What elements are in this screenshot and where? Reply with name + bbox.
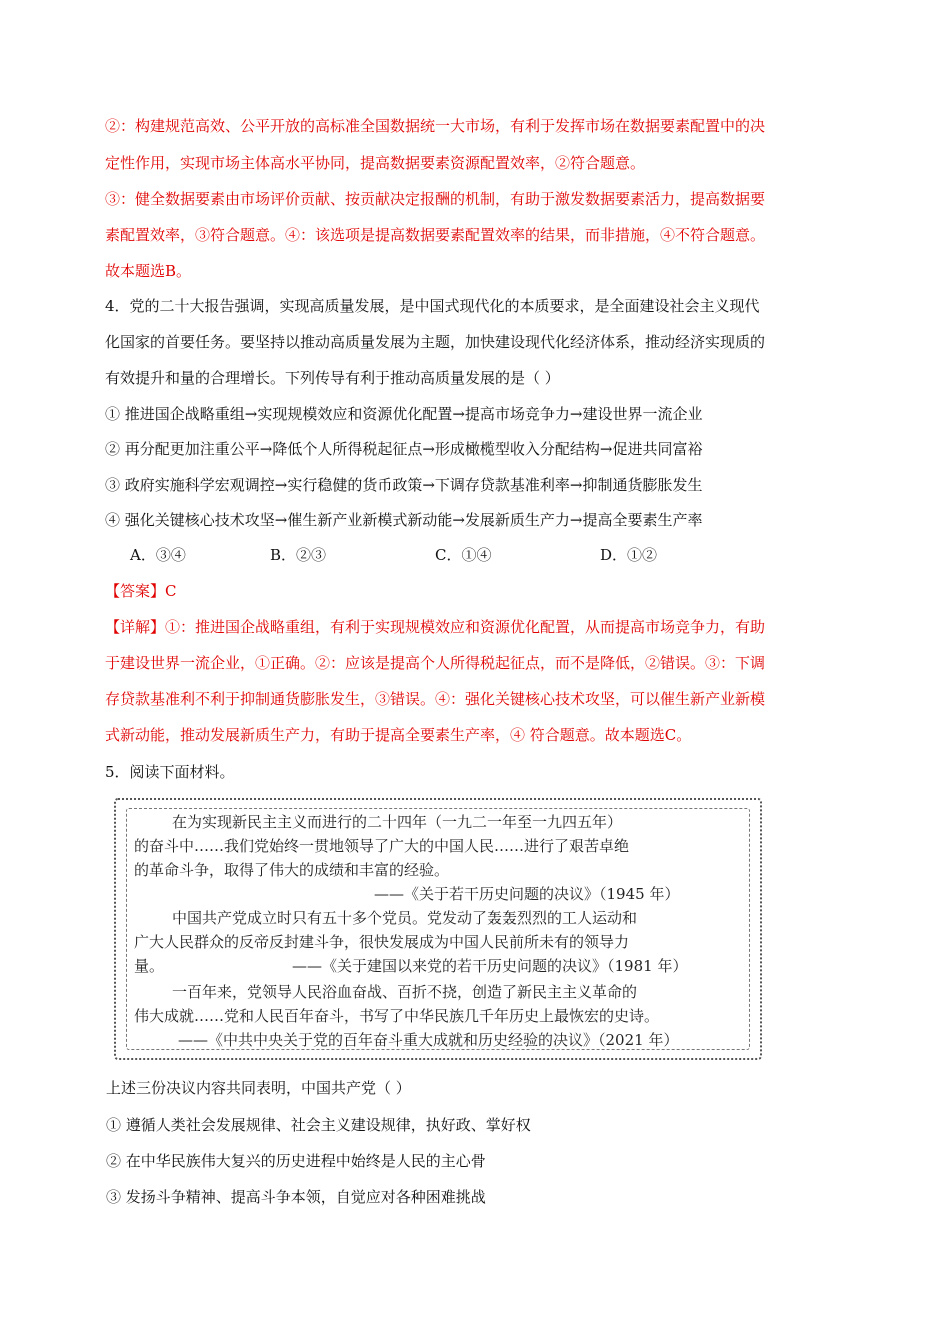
- q5-question: 上述三份决议内容共同表明，中国共产党（ ）: [106, 1079, 411, 1097]
- material-source: ——《关于若干历史问题的决议》（1945 年）: [374, 885, 680, 903]
- material-box: [114, 798, 762, 1060]
- q4-explain-line: 存贷款基准利不利于抑制通货膨胀发生，③错误。④：强化关键核心技术攻坚，可以催生新产业新模: [105, 690, 766, 708]
- q5-item: ① 遵循人类社会发展规律、社会主义建设规律，执好政、掌好权: [106, 1116, 531, 1134]
- conclusion-line: 故本题选B。: [105, 262, 192, 280]
- q4-item: ③ 政府实施科学宏观调控→实行稳健的货币政策→下调存贷款基准利率→抑制通货膨胀发生: [105, 476, 703, 494]
- explain-line: 素配置效率，③符合题意。④：该选项是提高数据要素配置效率的结果，而非措施，④不符合题意。: [105, 226, 766, 244]
- option-b[interactable]: B．②③: [270, 546, 327, 564]
- material-source: ——《中共中央关于党的百年奋斗重大成就和历史经验的决议》（2021 年）: [178, 1031, 679, 1049]
- material-source: ——《关于建国以来党的若干历史问题的决议》（1981 年）: [292, 957, 688, 975]
- material-line: 的奋斗中……我们党始终一贯地领导了广大的中国人民……进行了艰苦卓绝: [134, 837, 630, 855]
- q4-stem-line: 有效提升和量的合理增长。下列传导有利于推动高质量发展的是（ ）: [105, 369, 560, 387]
- material-line: 一百年来，党领导人民浴血奋战、百折不挠，创造了新民主主义革命的: [172, 983, 638, 1001]
- material-line: 在为实现新民主主义而进行的二十四年（一九二一年至一九四五年）: [172, 813, 623, 831]
- q5-stem: 5．阅读下面材料。: [105, 763, 235, 781]
- q4-explain-line: 【详解】①：推进国企战略重组，有利于实现规模效应和资源优化配置，从而提高市场竞争力，有助: [105, 618, 766, 636]
- q5-item: ② 在中华民族伟大复兴的历史进程中始终是人民的主心骨: [106, 1152, 486, 1170]
- q4-item: ② 再分配更加注重公平→降低个人所得税起征点→形成橄榄型收入分配结构→促进共同富裕: [105, 440, 703, 458]
- q4-item: ④ 强化关键核心技术攻坚→催生新产业新模式新动能→发展新质生产力→提高全要素生产率: [105, 511, 703, 529]
- material-line: 中国共产党成立时只有五十多个党员。党发动了轰轰烈烈的工人运动和: [172, 909, 638, 927]
- answer-label: 【答案】C: [105, 582, 177, 600]
- q4-stem-line: 化国家的首要任务。要坚持以推动高质量发展为主题，加快建设现代化经济体系，推动经济实现质的: [105, 333, 766, 351]
- material-line: 伟大成就……党和人民百年奋斗，书写了中华民族几千年历史上最恢宏的史诗。: [134, 1007, 660, 1025]
- material-line: 广大人民群众的反帝反封建斗争，很快发展成为中国人民前所未有的领导力: [134, 933, 630, 951]
- option-d[interactable]: D．①②: [600, 546, 658, 564]
- option-a[interactable]: A．③④: [130, 546, 186, 564]
- q5-item: ③ 发扬斗争精神、提高斗争本领，自觉应对各种困难挑战: [106, 1188, 486, 1206]
- material-line: 量。: [134, 957, 165, 975]
- option-c[interactable]: C．①④: [435, 546, 492, 564]
- explain-line: ③：健全数据要素由市场评价贡献、按贡献决定报酬的机制，有助于激发数据要素活力，提高数据要: [105, 190, 766, 208]
- explain-line: ②：构建规范高效、公平开放的高标准全国数据统一大市场，有利于发挥市场在数据要素配置中的决: [105, 117, 766, 135]
- explain-line: 定性作用，实现市场主体高水平协同，提高数据要素资源配置效率，②符合题意。: [105, 154, 646, 172]
- q4-explain-line: 式新动能，推动发展新质生产力，有助于提高全要素生产率，④ 符合题意。故本题选C。: [105, 726, 692, 744]
- material-line: 的革命斗争，取得了伟大的成绩和丰富的经验。: [134, 861, 450, 879]
- q4-stem-line: 4．党的二十大报告强调，实现高质量发展，是中国式现代化的本质要求，是全面建设社会主义现代: [105, 297, 760, 315]
- q4-item: ① 推进国企战略重组→实现规模效应和资源优化配置→提高市场竞争力→建设世界一流企业: [105, 405, 703, 423]
- q4-explain-line: 于建设世界一流企业，①正确。②：应该是提高个人所得税起征点，而不是降低，②错误。③：下调: [105, 654, 766, 672]
